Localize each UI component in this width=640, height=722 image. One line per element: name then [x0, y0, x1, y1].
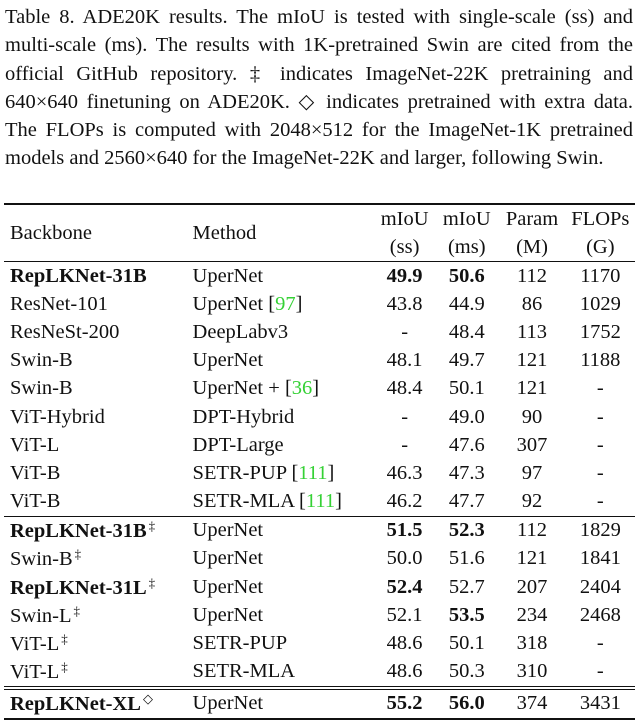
table-row	[4, 431, 635, 459]
miou-ms-value: 52.7	[448, 575, 485, 598]
backbone-cell	[4, 459, 191, 487]
miou-ss-cell	[374, 545, 435, 573]
param-cell	[498, 516, 565, 545]
miou-ss-value: 55.2	[386, 692, 423, 715]
method-name: SETR-MLA	[192, 490, 300, 513]
backbone-cell	[4, 629, 191, 657]
miou-ss-value: 48.6	[386, 660, 423, 683]
table-row	[4, 290, 635, 318]
method-cell	[191, 688, 374, 719]
method-name: UperNet	[192, 575, 264, 598]
miou-ms-cell	[435, 658, 498, 688]
param-cell	[498, 403, 565, 431]
table-body	[4, 262, 635, 720]
flops-cell	[566, 573, 635, 601]
miou-ss-cell	[374, 601, 435, 629]
backbone-name: ResNeSt-200	[10, 320, 120, 343]
param-cell	[498, 629, 565, 657]
param-cell	[498, 545, 565, 573]
backbone-marker: ‡	[61, 631, 68, 647]
param-cell	[498, 375, 565, 403]
backbone-name: RepLKNet-XL	[10, 693, 141, 716]
miou-ms-value: 52.3	[448, 519, 485, 542]
table-row	[4, 516, 635, 545]
flops-value: 1841	[579, 547, 621, 570]
miou-ms-value: 53.5	[448, 603, 485, 626]
method-cell: SETR-MLA [111]	[192, 490, 342, 513]
miou-ss-cell	[374, 688, 435, 719]
method-name: DPT-Large	[192, 433, 284, 456]
miou-ms-value: 50.3	[448, 660, 485, 683]
miou-ms-cell	[435, 545, 498, 573]
citation-ref: 111	[298, 461, 328, 484]
miou-ms-value: 51.6	[448, 547, 485, 570]
backbone-name: Swin-L	[10, 604, 72, 627]
header-miou-ss-unit: (ss)	[389, 235, 420, 258]
ade20k-results-table	[4, 203, 635, 720]
miou-ms-cell	[435, 688, 498, 719]
miou-ss-value: 52.4	[386, 575, 423, 598]
citation-ref: 97	[275, 292, 296, 315]
flops-value: -	[596, 433, 604, 456]
method-name: UperNet	[192, 603, 264, 626]
param-value: 113	[517, 320, 547, 343]
flops-cell	[566, 601, 635, 629]
flops-cell	[566, 431, 635, 459]
backbone-name: ViT-Hybrid	[10, 405, 105, 428]
flops-cell	[566, 488, 635, 517]
method-cell	[191, 403, 374, 431]
method-name: SETR-PUP	[192, 632, 288, 655]
backbone-name: ViT-L	[10, 433, 60, 456]
miou-ms-cell	[435, 488, 498, 517]
flops-value: -	[596, 490, 604, 513]
backbone-cell	[4, 488, 191, 517]
backbone-cell	[4, 403, 191, 431]
flops-cell	[566, 629, 635, 657]
param-value: 112	[517, 264, 547, 287]
flops-value: 1752	[579, 320, 621, 343]
backbone-name: RepLKNet-31B	[10, 520, 147, 543]
miou-ss-cell	[374, 516, 435, 545]
method-cell	[191, 318, 374, 346]
backbone-name: Swin-B	[10, 349, 73, 372]
param-cell	[498, 347, 565, 375]
flops-cell	[566, 459, 635, 487]
header-param: Param	[498, 204, 565, 233]
miou-ss-value: -	[401, 320, 409, 343]
table-row	[4, 459, 635, 487]
miou-ms-cell	[435, 516, 498, 545]
flops-value: 1188	[580, 349, 621, 372]
param-cell	[498, 601, 565, 629]
miou-ms-value: 44.9	[448, 292, 485, 315]
miou-ms-value: 50.6	[448, 264, 485, 287]
backbone-name: ResNet-101	[10, 292, 108, 315]
backbone-cell	[4, 290, 191, 318]
table-row	[4, 488, 635, 517]
flops-value: 3431	[579, 692, 621, 715]
param-cell	[498, 658, 565, 688]
table-row	[4, 658, 635, 688]
table-row	[4, 318, 635, 346]
param-value: 86	[521, 292, 543, 315]
backbone-name: ViT-L	[10, 633, 60, 656]
miou-ss-cell	[374, 375, 435, 403]
param-cell	[498, 688, 565, 719]
flops-cell	[566, 375, 635, 403]
miou-ms-cell	[435, 375, 498, 403]
miou-ss-cell	[374, 658, 435, 688]
miou-ss-value: 48.6	[386, 632, 423, 655]
table-caption: Table 8. ADE20K results. The mIoU is tested with single-scale (ss) and multi-scale (ms). The results with 1K-pretrained Swin are cited from the official GitHub repository. ‡ indicates ImageNet-22K pretraining and 640×640 finetuning on ADE20K. ◇ indicates pretrained with extra data. The FLOPs is computed with 2048×512 for the ImageNet-1K pretrained models and 2560×640 for the ImageNet-22K and larger, following Swin.	[5, 6, 633, 170]
param-value: 121	[516, 547, 548, 570]
miou-ms-value: 49.7	[448, 349, 485, 372]
method-cell	[191, 262, 374, 291]
method-cell	[191, 629, 374, 657]
header-flops: FLOPs	[566, 204, 635, 233]
table-row	[4, 629, 635, 657]
param-value: 307	[516, 433, 548, 456]
miou-ss-value: -	[401, 433, 409, 456]
flops-cell	[566, 347, 635, 375]
miou-ss-value: 50.0	[386, 547, 423, 570]
flops-cell	[566, 262, 635, 291]
miou-ss-value: 43.8	[386, 292, 423, 315]
method-cell	[191, 573, 374, 601]
backbone-cell	[4, 573, 191, 601]
param-cell	[498, 262, 565, 291]
miou-ss-cell	[374, 573, 435, 601]
method-cell	[191, 601, 374, 629]
table-row	[4, 545, 635, 573]
flops-value: 2404	[579, 575, 621, 598]
backbone-name: ViT-B	[10, 490, 61, 513]
method-name: SETR-MLA	[192, 660, 296, 683]
method-cell	[191, 545, 374, 573]
param-value: 207	[516, 575, 548, 598]
param-cell	[498, 431, 565, 459]
miou-ss-value: 48.4	[386, 377, 423, 400]
backbone-cell	[4, 375, 191, 403]
table-row	[4, 403, 635, 431]
citation-ref: 36	[291, 377, 313, 400]
param-value: 121	[516, 377, 548, 400]
backbone-cell	[4, 262, 191, 291]
backbone-name: RepLKNet-31B	[10, 264, 147, 287]
miou-ms-cell	[435, 573, 498, 601]
backbone-cell	[4, 516, 191, 545]
method-cell	[191, 658, 374, 688]
method-name: UperNet	[192, 264, 264, 287]
backbone-name: Swin-B	[10, 377, 73, 400]
method-name: DPT-Hybrid	[192, 405, 295, 428]
method-name: SETR-PUP	[192, 461, 292, 484]
backbone-marker: ‡	[74, 546, 82, 562]
backbone-cell	[4, 688, 191, 719]
flops-value: -	[596, 632, 604, 655]
method-name: UperNet +	[192, 377, 285, 400]
flops-cell	[566, 688, 635, 719]
miou-ms-cell	[435, 347, 498, 375]
miou-ss-cell	[374, 262, 435, 291]
table-row	[4, 601, 635, 629]
flops-value: 2468	[579, 603, 621, 626]
flops-cell	[566, 403, 635, 431]
backbone-name: Swin-B	[10, 548, 73, 571]
miou-ms-cell	[435, 403, 498, 431]
param-cell	[498, 488, 565, 517]
table-row	[4, 262, 635, 291]
flops-value: 1029	[579, 292, 621, 315]
method-name: UperNet	[192, 519, 264, 542]
miou-ss-cell	[374, 318, 435, 346]
backbone-marker: ‡	[148, 574, 156, 590]
param-value: 310	[516, 660, 548, 683]
flops-value: -	[596, 461, 604, 484]
miou-ms-cell	[435, 290, 498, 318]
miou-ss-cell	[374, 431, 435, 459]
header-miou-ms-unit: (ms)	[447, 235, 486, 258]
miou-ss-value: 52.1	[386, 603, 423, 626]
method-name: UperNet	[192, 692, 264, 715]
flops-value: -	[596, 405, 604, 428]
param-cell	[498, 290, 565, 318]
backbone-cell	[4, 601, 191, 629]
method-cell: SETR-PUP [111]	[192, 461, 335, 484]
backbone-name: RepLKNet-31L	[10, 576, 147, 599]
miou-ss-cell	[374, 347, 435, 375]
flops-value: 1829	[579, 519, 621, 542]
backbone-name: ViT-L	[10, 661, 60, 684]
flops-cell	[566, 658, 635, 688]
backbone-cell	[4, 347, 191, 375]
method-cell: UperNet [97]	[192, 292, 303, 315]
table-row	[4, 573, 635, 601]
miou-ms-cell	[435, 318, 498, 346]
miou-ss-value: 51.5	[386, 519, 423, 542]
miou-ms-value: 47.6	[448, 433, 485, 456]
backbone-cell	[4, 431, 191, 459]
backbone-marker: ‡	[148, 518, 156, 534]
table-row	[4, 375, 635, 403]
param-cell	[498, 573, 565, 601]
miou-ss-value: 49.9	[386, 264, 423, 287]
param-value: 92	[521, 490, 543, 513]
param-cell	[498, 318, 565, 346]
backbone-cell	[4, 545, 191, 573]
backbone-marker: ‡	[73, 602, 80, 618]
method-name: UperNet	[192, 292, 269, 315]
miou-ms-value: 56.0	[448, 692, 485, 715]
header-flops-unit: (G)	[586, 235, 615, 258]
method-cell	[191, 516, 374, 545]
table-header	[4, 204, 635, 262]
header-row-1	[4, 204, 635, 233]
header-miou-ms: mIoU	[435, 204, 498, 233]
miou-ms-value: 47.7	[448, 490, 485, 513]
flops-cell	[566, 516, 635, 545]
backbone-cell	[4, 658, 191, 688]
miou-ss-value: 46.2	[386, 490, 423, 513]
miou-ss-cell	[374, 290, 435, 318]
miou-ms-cell	[435, 262, 498, 291]
backbone-marker: ‡	[61, 659, 68, 675]
miou-ss-cell	[374, 459, 435, 487]
flops-cell	[566, 290, 635, 318]
flops-cell	[566, 318, 635, 346]
table-row	[4, 347, 635, 375]
table-row	[4, 688, 635, 719]
method-cell	[191, 431, 374, 459]
miou-ms-value: 48.4	[448, 320, 485, 343]
miou-ms-value: 50.1	[448, 377, 485, 400]
header-param-unit: (M)	[516, 235, 548, 258]
miou-ms-value: 49.0	[448, 405, 485, 428]
miou-ss-value: -	[401, 405, 409, 428]
flops-cell	[566, 545, 635, 573]
backbone-cell	[4, 318, 191, 346]
miou-ss-cell	[374, 403, 435, 431]
backbone-name: ViT-B	[10, 461, 61, 484]
citation-ref: 111	[305, 490, 336, 513]
param-value: 112	[517, 519, 547, 542]
method-name: UperNet	[192, 547, 264, 570]
method-cell	[191, 347, 374, 375]
miou-ss-cell	[374, 488, 435, 517]
param-value: 90	[521, 405, 543, 428]
method-cell: UperNet + [36]	[192, 377, 320, 400]
miou-ms-cell	[435, 629, 498, 657]
miou-ms-value: 47.3	[448, 461, 485, 484]
header-backbone: Backbone	[4, 204, 191, 262]
flops-value: 1170	[580, 264, 621, 287]
param-value: 234	[516, 603, 548, 626]
flops-value: -	[596, 660, 604, 683]
miou-ms-cell	[435, 431, 498, 459]
header-method: Method	[191, 204, 374, 262]
miou-ss-value: 48.1	[386, 349, 423, 372]
param-value: 318	[516, 632, 548, 655]
method-name: DeepLabv3	[192, 320, 289, 343]
miou-ss-cell	[374, 629, 435, 657]
backbone-marker: ◇	[142, 691, 153, 707]
header-miou-ss: mIoU	[374, 204, 435, 233]
miou-ms-cell	[435, 601, 498, 629]
param-cell	[498, 459, 565, 487]
param-value: 374	[516, 692, 548, 715]
param-value: 97	[521, 461, 543, 484]
miou-ss-value: 46.3	[386, 461, 423, 484]
param-value: 121	[516, 349, 548, 372]
method-name: UperNet	[192, 349, 264, 372]
miou-ms-value: 50.1	[448, 632, 485, 655]
flops-value: -	[596, 377, 604, 400]
miou-ms-cell	[435, 459, 498, 487]
